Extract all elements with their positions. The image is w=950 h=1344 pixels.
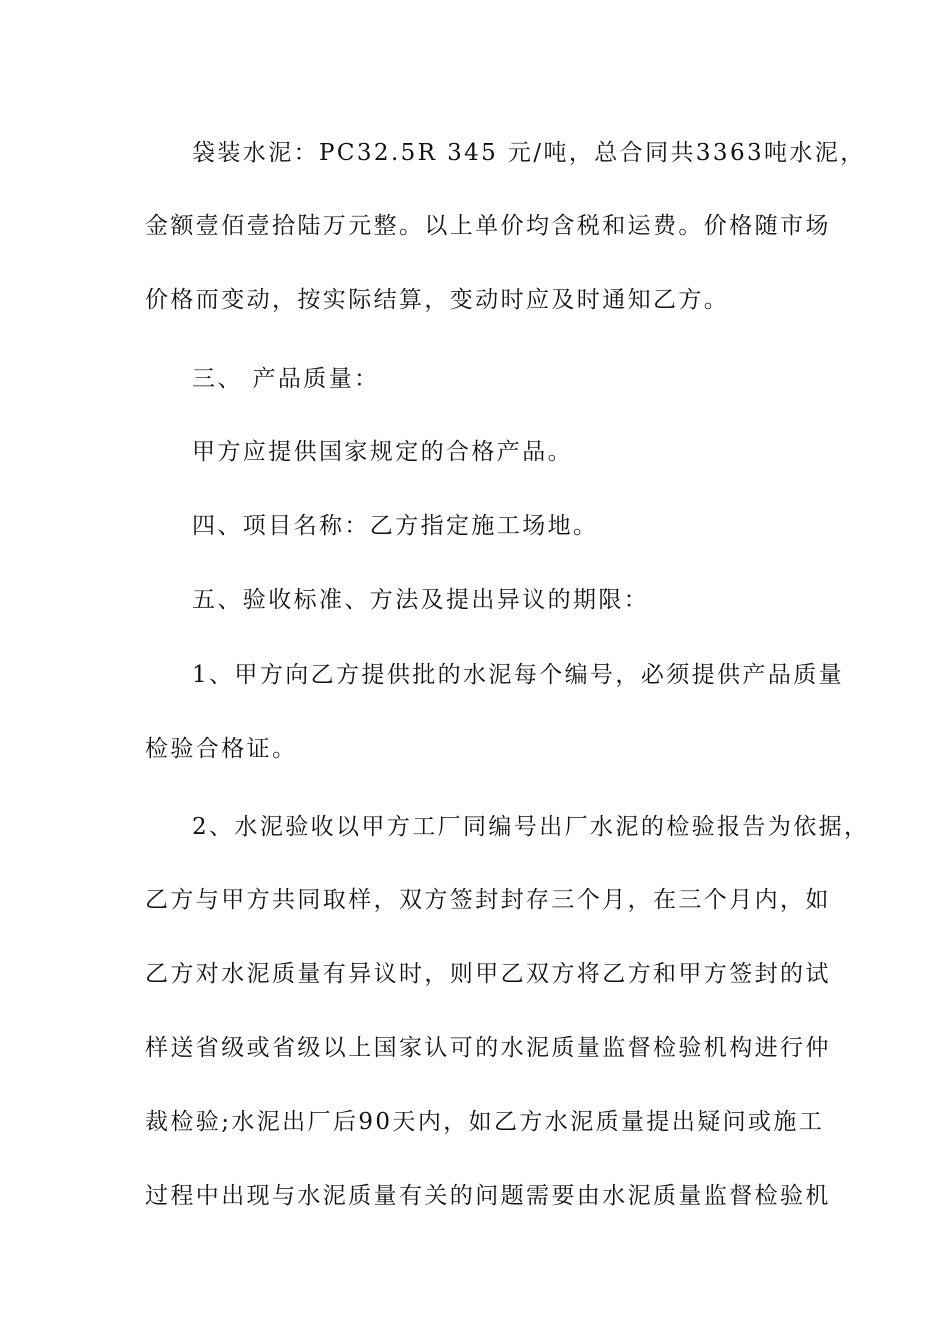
- section-heading-acceptance: 五、验收标准、方法及提出异议的期限：: [192, 587, 650, 613]
- clause-1-line-2: 检验合格证。: [145, 736, 298, 762]
- clause-2-line-6: 过程中出现与水泥质量有关的问题需要由水泥质量监督检验机: [145, 1183, 831, 1209]
- clause-2-line-5: 裁检验;水泥出厂后90天内，如乙方水泥质量提出疑问或施工: [145, 1109, 825, 1135]
- paragraph-price-line-2: 金额壹佰壹拾陆万元整。以上单价均含税和运费。价格随市场: [145, 213, 831, 239]
- section-heading-project-name: 四、项目名称：乙方指定施工场地。: [192, 513, 599, 539]
- clause-2-line-2: 乙方与甲方共同取样，双方签封封存三个月，在三个月内，如: [145, 887, 831, 913]
- section-heading-quality: 三、 产品质量：: [192, 366, 380, 392]
- clause-1-line-1: 1、甲方向乙方提供批的水泥每个编号，必须提供产品质量: [192, 662, 845, 688]
- clause-2-line-3: 乙方对水泥质量有异议时，则甲乙双方将乙方和甲方签封的试: [145, 961, 831, 987]
- paragraph-price-line-1: 袋装水泥：PC32.5R 345 元/吨，总合同共3363吨水泥，: [192, 140, 866, 166]
- paragraph-quality: 甲方应提供国家规定的合格产品。: [192, 439, 573, 465]
- clause-2-line-1: 2、水泥验收以甲方工厂同编号出厂水泥的检验报告为依据，: [192, 814, 870, 840]
- paragraph-price-line-3: 价格而变动，按实际结算，变动时应及时通知乙方。: [145, 287, 730, 313]
- clause-2-line-4: 样送省级或省级以上国家认可的水泥质量监督检验机构进行仲: [145, 1035, 831, 1061]
